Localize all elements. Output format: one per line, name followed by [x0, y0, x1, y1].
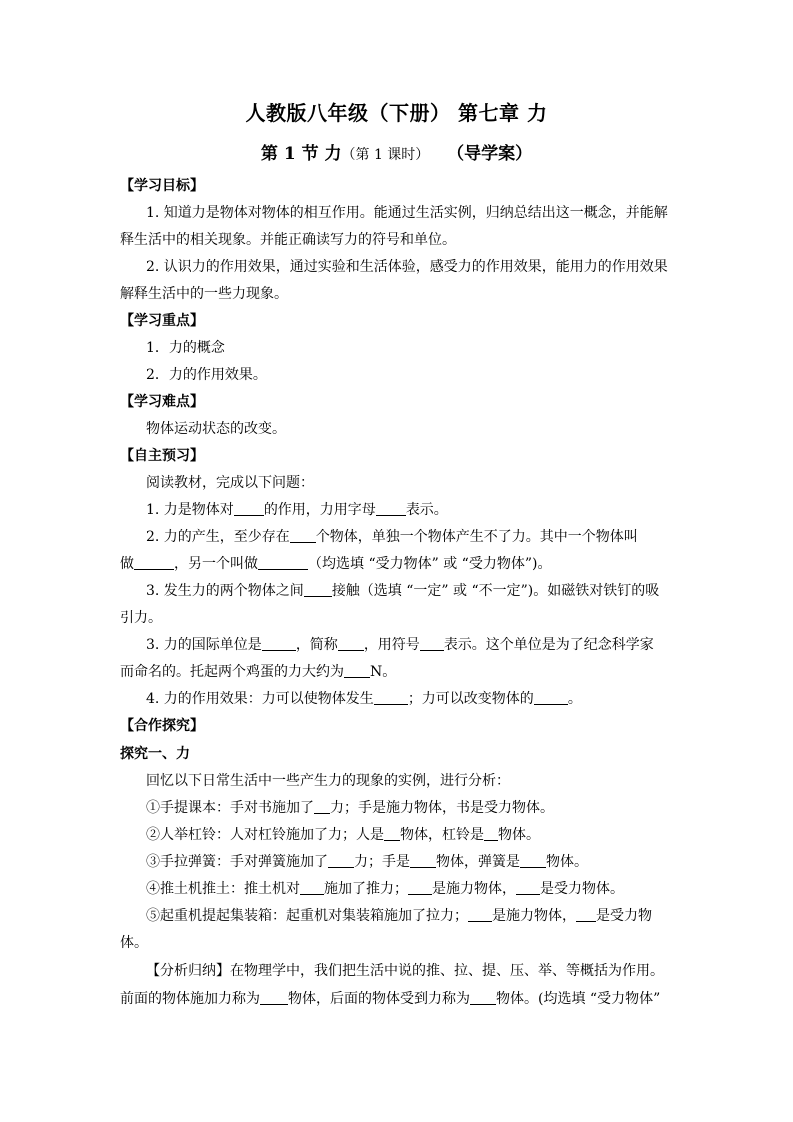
answer-blank[interactable]: [338, 636, 364, 651]
preview-q5: 4. 力的作用效果：力可以使物体发生 ；力可以改变物体的 。: [146, 691, 582, 707]
section-name: 第 1 节 力: [260, 144, 342, 164]
answer-blank[interactable]: [384, 826, 400, 841]
preview-q4-line-a: 3. 力的国际单位是 ，简称 ，用符号 表示。这个单位是为了纪念科学家: [146, 637, 654, 653]
goal-1-line-b: 释生活中的相关现象。并能正确读写力的符号和单位。: [120, 232, 456, 248]
answer-blank[interactable]: [484, 826, 498, 841]
heading-difficulty: 【学习难点】: [120, 394, 204, 410]
answer-blank[interactable]: [344, 663, 370, 678]
preview-q2-line-b: 做 ，另一个叫做 （均选填 “受力物体” 或 “受力物体”)。: [120, 556, 552, 572]
answer-blank[interactable]: [300, 880, 324, 895]
answer-blank[interactable]: [328, 853, 354, 868]
answer-blank[interactable]: [410, 853, 436, 868]
answer-blank[interactable]: [304, 582, 332, 597]
goal-2-line-a: 2. 认识力的作用效果，通过实验和生活体验，感受力的作用效果，能用力的作用效果: [146, 259, 668, 275]
heading-preview: 【自主预习】: [120, 448, 204, 464]
explore-1-title: 探究一、力: [120, 746, 190, 762]
example-4: ④推土机推土：推土机对 施加了推力； 是施力物体， 是受力物体。: [146, 881, 624, 897]
answer-blank[interactable]: [134, 555, 174, 570]
goal-1-line-a: 1. 知道力是物体对物体的相互作用。能通过生活实例，归纳总结出这一概念，并能解: [146, 205, 668, 221]
answer-blank[interactable]: [376, 501, 406, 516]
example-5-line-a: ⑤起重机提起集装箱：起重机对集装箱施加了拉力； 是施力物体， 是受力物: [146, 908, 652, 924]
guide-tag: （导学案）: [447, 144, 533, 164]
answer-blank[interactable]: [470, 990, 496, 1005]
summary-line-b: 前面的物体施加力称为 物体，后面的物体受到力称为 物体。(均选填 “受力物体”: [120, 991, 661, 1007]
explore-intro: 回忆以下日常生活中一些产生力的现象的实例，进行分析：: [146, 773, 510, 789]
example-5-line-b: 体。: [120, 935, 148, 951]
answer-blank[interactable]: [534, 690, 568, 705]
key-point-1: 1．力的概念: [146, 340, 225, 356]
answer-blank[interactable]: [420, 636, 444, 651]
preview-q3-line-a: 3. 发生力的两个物体之间 接触（选填 “一定” 或 “不一定”)。如磁铁对铁钉的吸: [146, 583, 660, 599]
lesson-label: （第 1 课时）: [341, 147, 430, 163]
preview-q4-line-b: 而命名的。托起两个鸡蛋的力大约为 N。: [120, 664, 397, 680]
answer-blank[interactable]: [520, 853, 546, 868]
answer-blank[interactable]: [262, 636, 296, 651]
goal-2-line-b: 解释生活中的一些力现象。: [120, 286, 288, 302]
page-subtitle: [0, 139, 793, 164]
preview-q2-line-a: 2. 力的产生，至少存在 个物体，单独一个物体产生不了力。其中一个物体叫: [146, 529, 638, 545]
answer-blank[interactable]: [468, 907, 492, 922]
heading-cooperation: 【合作探究】: [120, 718, 204, 734]
preview-q3-line-b: 引力。: [120, 610, 162, 626]
answer-blank[interactable]: [374, 690, 408, 705]
answer-blank[interactable]: [234, 501, 264, 516]
answer-blank[interactable]: [258, 555, 308, 570]
preview-intro: 阅读教材，完成以下问题：: [146, 475, 314, 491]
answer-blank[interactable]: [314, 799, 330, 814]
answer-blank[interactable]: [516, 880, 540, 895]
answer-blank[interactable]: [260, 990, 288, 1005]
example-1: ①手提课本：手对书施加了 力；手是施力物体，书是受力物体。: [146, 800, 554, 816]
page-title: 人教版八年级（下册） 第七章 力: [245, 101, 548, 125]
answer-blank[interactable]: [290, 528, 316, 543]
heading-key-points: 【学习重点】: [120, 313, 204, 329]
example-3: ③手拉弹簧：手对弹簧施加了 力；手是 物体，弹簧是 物体。: [146, 854, 588, 870]
example-2: ②人举杠铃：人对杠铃施加了力；人是 物体，杠铃是 物体。: [146, 827, 540, 843]
answer-blank[interactable]: [576, 907, 596, 922]
answer-blank[interactable]: [408, 880, 432, 895]
heading-goals: 【学习目标】: [120, 178, 204, 194]
difficulty-1: 物体运动状态的改变。: [146, 421, 286, 437]
key-point-2: 2．力的作用效果。: [146, 367, 267, 383]
summary-line-a: 【分析归纳】在物理学中，我们把生活中说的推、拉、提、压、举、等概括为作用。: [146, 963, 664, 979]
preview-q1: 1. 力是物体对 的作用，力用字母 表示。: [146, 502, 448, 518]
